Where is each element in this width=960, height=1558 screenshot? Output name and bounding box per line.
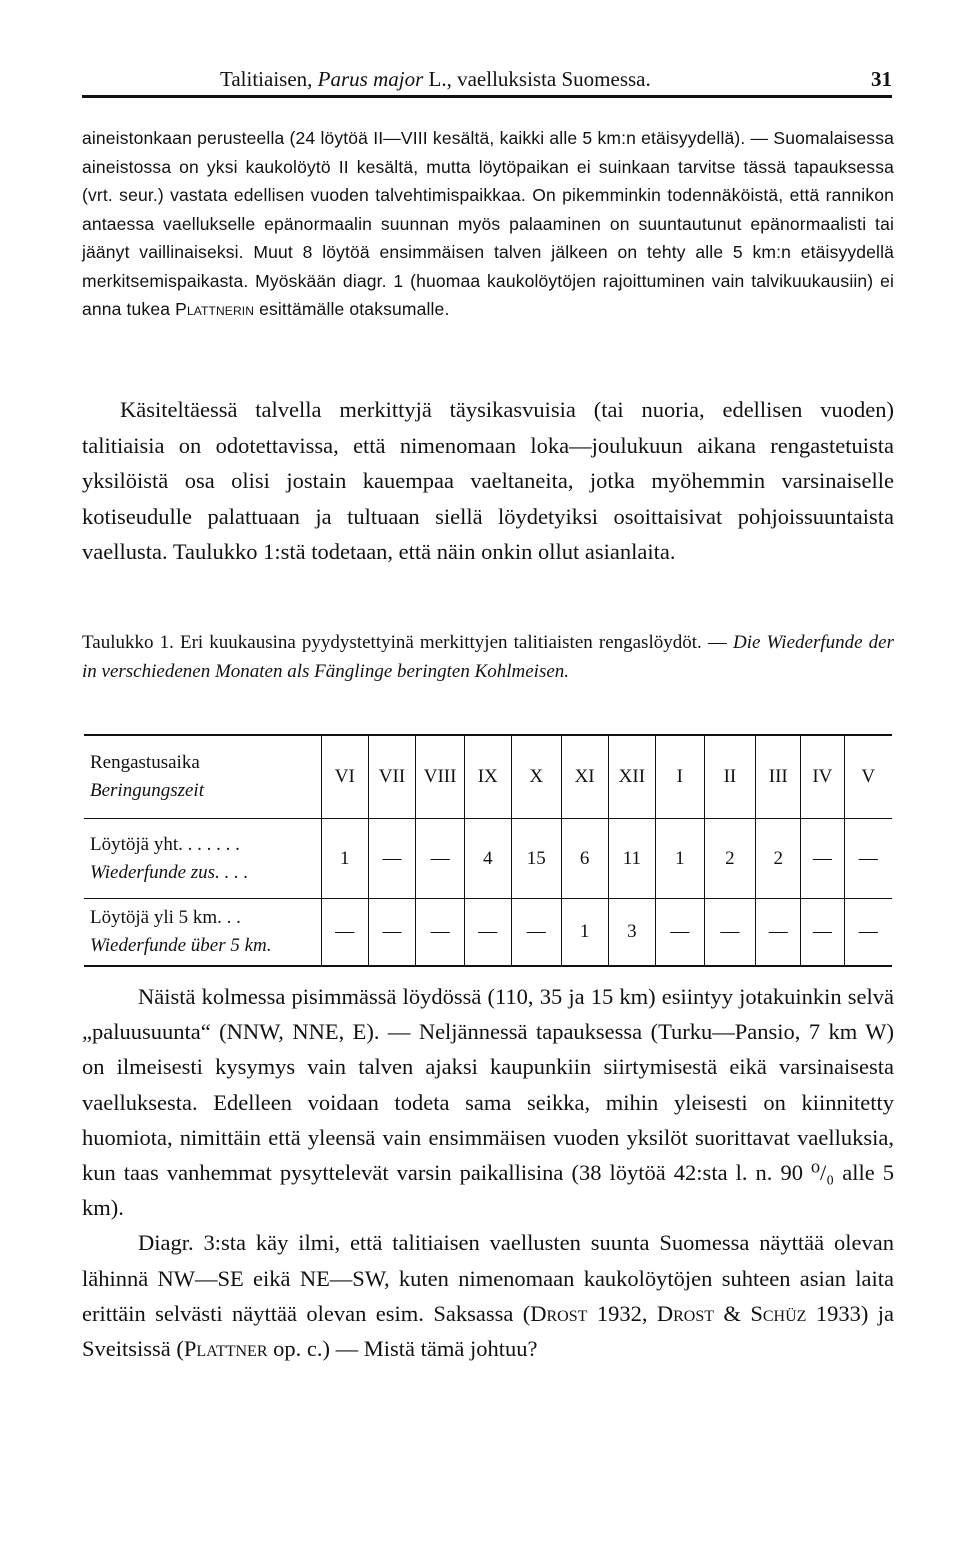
table-cell: 2 [704,819,756,899]
month-header-v: V [844,735,892,819]
caption-text [82,628,894,686]
table-cell: — [416,899,465,967]
page-number: 31 [871,67,892,91]
month-header-i: I [656,735,704,819]
small-print-part-2: esittämälle otaksumalle. [254,299,450,319]
table-cell: — [368,899,416,967]
month-header-x: X [511,735,561,819]
table-cell: — [416,819,465,899]
small-print-part-1: aineistonkaan perusteella (24 löytöä II—VIII kesältä, kaikki alle 5 km:n etäisyydellä). — Suomalaisessa aineistossa on yksi kaukolöytö II kesältä, mutta löytöpaikan ei suinkaan tarvitse tässä tapauksessa (vrt. seur.) vastata edellisen vuoden talvehtimispaikkaa. On pikemminkin todennäköistä, että rannikon antaessa vaellukselle epänormaalin suunnan myös palaaminen on suuntautunut epänormaalisti tai jäänyt vaillinaiseksi. Muut 8 löytöä ensimmäisen talven jälkeen on tehty alle 5 km:n etäisyydellä merkitsemispaikasta. Myöskään diagr. 1 (huomaa kaukolöytöjen rajoittuminen vain talvikuukausiin) ei anna tukea [82,128,894,319]
table-cell: — [368,819,416,899]
table-caption [82,628,894,686]
month-header-ii: II [704,735,756,819]
author-name-plattner: Plattnerin [175,299,255,319]
row-label-fi: Löytöjä yht. . . . . . . [90,833,240,855]
month-header-viii: VIII [416,735,465,819]
p3-text-2: 1932, [587,1300,657,1326]
p3-text-3: & [714,1300,751,1326]
table-cell: 11 [608,819,656,899]
running-head [82,62,892,96]
p3-text-1: Diagr. 3:sta käy ilmi, että talitiaisen vaellusten suunta Suomessa näyttää olevan lähinnä NW—SE eikä NE—SW, kuten nimenomaan kaukolöytöjen suhteen asian laita erittäin selvästi näyttää olevan esim. Saksassa ( [82,1230,894,1326]
month-header-vii: VII [368,735,416,819]
small-print-text [82,124,894,324]
p3-text-5: op. c.) — Mistä tämä johtuu? [267,1336,538,1362]
findings-table [84,734,892,967]
body-paragraph-1-text: Käsiteltäessä talvella merkittyjä täysikasvuisia (tai nuoria, edellisen vuoden) talitiaisia on odotettavissa, että nimenomaan loka—joulukuun aikana rengastetuista yksilöistä osa olisi jostain kauempaa vaeltaneita, jotka myöhemmin varsinaiselle kotiseudulle palattuaan ja tultuaan siellä löydetyiksi osoittaisivat pohjoissuuntaista vaellusta. Taulukko 1:stä todetaan, että näin onkin ollut asianlaita. [82,397,894,565]
p3-text-4: 1933) ja Sveitsissä ( [82,1300,894,1362]
species-name: Parus major [317,67,424,91]
month-header-xi: XI [561,735,608,819]
month-header-xii: XII [608,735,656,819]
body-paragraph-3 [82,1225,894,1366]
table-cell: — [464,899,511,967]
small-print-paragraph [82,124,894,324]
body-text-lower [82,979,894,1366]
header-label-fi: Rengastusaika [90,752,200,773]
row-label-de: Wiederfunde zus. . . . [90,861,249,883]
table-cell: 1 [656,819,704,899]
month-header-vi: VI [321,735,368,819]
table-header-row [84,735,892,819]
table-cell: 3 [608,899,656,967]
table-cell: — [756,899,801,967]
row-label-fi: Löytöjä yli 5 km. . . [90,907,241,928]
month-header-iii: III [756,735,801,819]
table-row [84,899,892,967]
table-row [84,819,892,899]
table-cell: — [656,899,704,967]
table-cell: — [844,899,892,967]
header-label-de: Beringungszeit [90,780,204,801]
author-schuz: Schüz [750,1300,807,1326]
row-label [84,819,321,899]
body-paragraph-2: Näistä kolmessa pisimmässä löydössä (110, 35 ja 15 km) esiintyy jotakuinkin selvä „paluusuunta“ (NNW, NNE, E). — Neljännessä tapauksessa (Turku—Pansio, 7 km W) on ilmeisesti kysymys vain talven ajaksi kaupunkiin siirtymisestä eikä varsinaisesta vaelluksesta. Edelleen voidaan todeta sama seikka, mihin yleisesti on kiinnitetty huomiota, nimittäin että yleensä vain ensimmäisen vuoden yksilöt suorittavat vaelluksia, kun taas vanhemmat pysyttelevät varsin paikallisina (38 löytöä 42:sta l. n. 90 ⁰/₀ alle 5 km). [82,984,894,1221]
month-header-ix: IX [464,735,511,819]
month-header-iv: IV [801,735,844,819]
body-paragraph-1 [82,392,894,570]
table-cell: 15 [511,819,561,899]
table-cell: 4 [464,819,511,899]
table-cell: — [801,819,844,899]
author-drost-2: Drost [656,1300,715,1326]
table-cell: — [801,899,844,967]
author-drost-1: Drost [530,1300,588,1326]
table-cell: 2 [756,819,801,899]
running-title [220,62,651,96]
running-title-text-end: L., vaelluksista Suomessa. [423,67,651,91]
table-cell: — [844,819,892,899]
caption-finnish: Taulukko 1. Eri kuukausina pyydystettyinä merkittyjen talitiaisten rengaslöydöt. — [82,632,733,653]
running-title-text: Talitiaisen, [220,67,318,91]
table-cell: 6 [561,819,608,899]
table-cell: 1 [561,899,608,967]
table-cell: — [511,899,561,967]
table-cell: — [321,899,368,967]
caption-german: Die Wiederfunde der in verschiedenen Monaten als Fänglinge beringten Kohlmeisen. [82,632,894,682]
header-rule [82,95,892,98]
author-plattner: Plattner [183,1336,268,1362]
table-header-label [84,735,321,819]
row-label-de: Wiederfunde über 5 km. [90,935,272,956]
row-label [84,899,321,967]
table-cell: 1 [321,819,368,899]
table-cell: — [704,899,756,967]
